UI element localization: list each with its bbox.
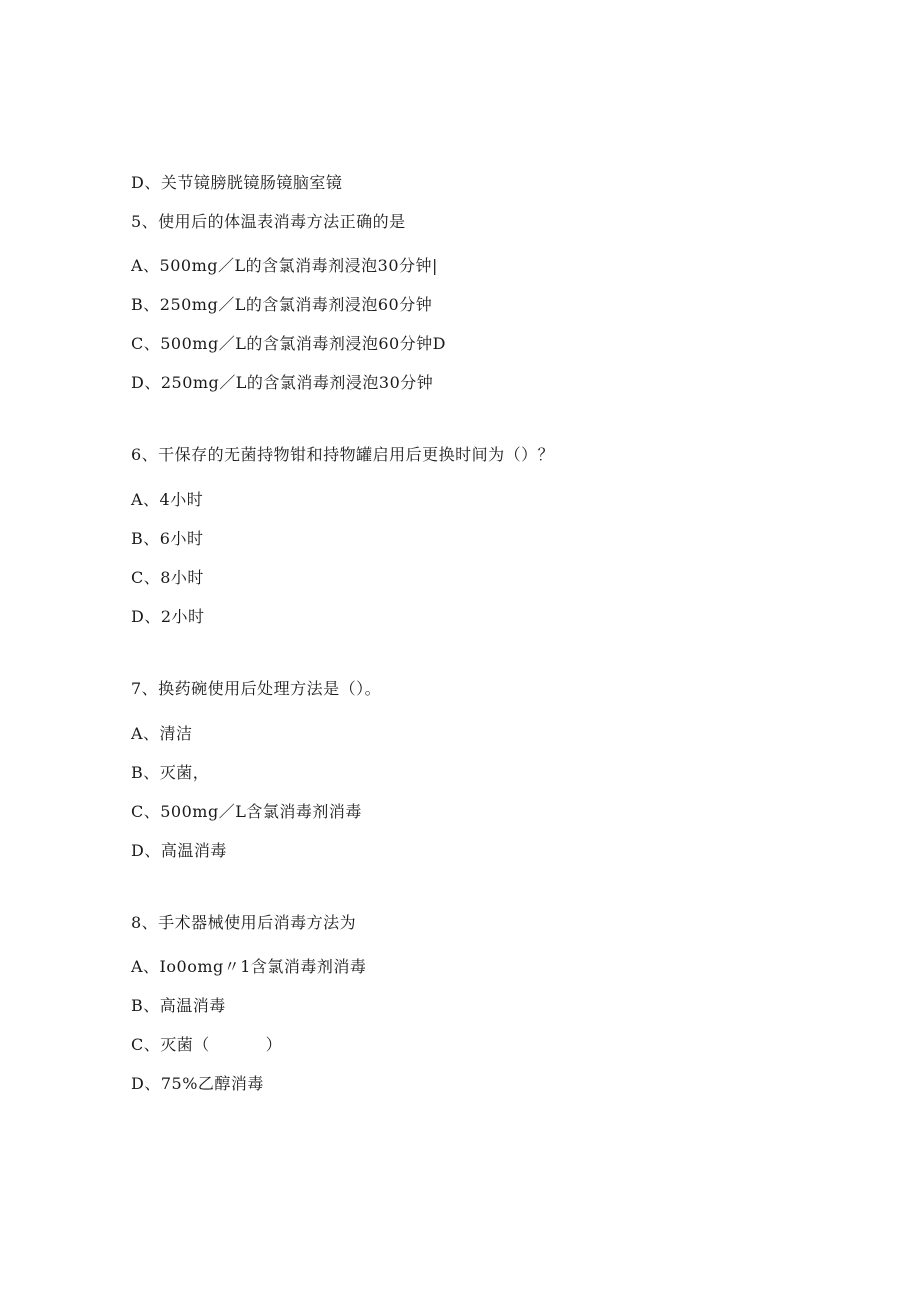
question-7: 7、换药碗使用后处理方法是（）。	[131, 679, 382, 698]
q6-option-a: A、4小时	[131, 490, 204, 509]
q7-option-b: B、灭菌，	[131, 763, 210, 782]
q7-option-c: C、500mg／L含氯消毒剂消毒	[131, 802, 362, 821]
q7-option-a: A、清洁	[131, 724, 193, 743]
q8-option-d: D、75%乙醇消毒	[131, 1074, 264, 1093]
q4-option-d: D、关节镜膀胱镜肠镜脑室镜	[131, 173, 343, 192]
question-6: 6、干保存的无菌持物钳和持物罐启用后更换时间为（）？	[131, 445, 555, 464]
q6-option-d: D、2小时	[131, 607, 205, 626]
q8-option-b: B、高温消毒	[131, 996, 226, 1015]
q5-option-a: A、500mg／L的含氯消毒剂浸泡30分钟|	[131, 256, 438, 275]
q6-option-b: B、6小时	[131, 529, 204, 548]
q5-option-c: C、500mg／L的含氯消毒剂浸泡60分钟D	[131, 334, 447, 353]
q7-option-d: D、高温消毒	[131, 841, 227, 860]
q5-option-d: D、250mg／L的含氯消毒剂浸泡30分钟	[131, 373, 434, 392]
q8-option-a: A、Io0omg〃1含氯消毒剂消毒	[131, 957, 367, 976]
q5-option-b: B、250mg／L的含氯消毒剂浸泡60分钟	[131, 295, 433, 314]
q6-option-c: C、8小时	[131, 568, 204, 587]
question-8: 8、手术器械使用后消毒方法为	[131, 913, 357, 932]
question-5: 5、使用后的体温表消毒方法正确的是	[131, 212, 406, 231]
q8-option-c: C、灭菌（ ）	[131, 1035, 283, 1054]
